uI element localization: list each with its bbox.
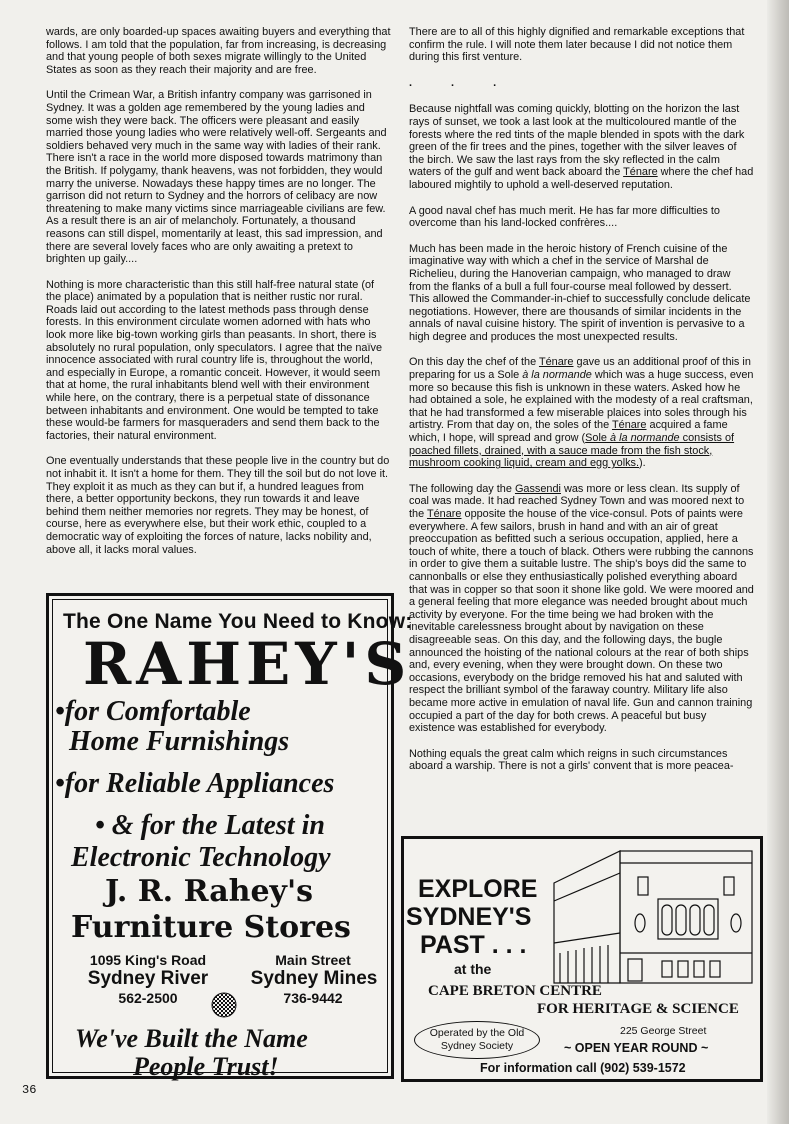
brand-name: RAHEY'S: [83, 630, 412, 698]
ad-headline: SYDNEY'S: [406, 903, 532, 931]
ship-name: Ténare: [426, 508, 462, 520]
ad-bullet: •for Reliable Appliances: [55, 768, 335, 799]
store-phone: 562-2500: [118, 990, 178, 1006]
ad-bullet: Home Furnishings: [69, 726, 290, 757]
store-town: Sydney Mines: [250, 968, 378, 989]
text: On this day the chef of the: [409, 356, 539, 369]
paragraph: There are to all of this highly dignified and remarkable exceptions that confirm the rule. I will note them later because I did not notice them during this first venture.: [409, 26, 745, 64]
text: was more or less clean. Its supply of coal was made. It had reached Sydney Town and was moored next to the: [409, 482, 745, 520]
text: ).: [639, 457, 646, 470]
contact-phone: For information call (902) 539-1572: [480, 1061, 686, 1075]
paragraph: Much has been made in the heroic history of French cuisine of the imaginative way with which a chef in the service of Marshal de Richelieu, during the Hanoverian campaign, who managed to draw from the flanks of a bull a full four-course meal followed by dessert. This allowed the Commander-in-chief to successfully conclude delicate negotiations. However, there are thousands of similar incidents in the annals of naval cuisine history. The spirit of invention is pervasive to a high degree and produces the most unexpected results.: [409, 242, 751, 343]
paragraph: A good naval chef has much merit. He has far more difficulties to overcome than his land-locked confrères....: [409, 204, 720, 230]
paragraph: [409, 356, 754, 469]
ship-name: Ténare: [623, 166, 658, 179]
paragraph: Until the Crimean War, a British infantry company was garrisoned in Sydney. It was a golden age remembered by the young ladies and some wish they were back. The officers were pleasant and easily married those young ladies who were relatively well-off. Sergeants and soldiers behaved very much in the same way with ladies of their rank. There isn't a race in the world more disposed towards matrimony than the British. If polygamy, thank heavens, was not forbidden, they would marry the universe. Nowadays these happy times are no longer. The garrison did not return to Sydney and the horrors of celibacy are now threatening to make many victims since marriageable civilians are few. As a result there is an air of melancholy. Fortunately, a thousand reasons can still dispel, momentarily at least, this sad impression, and there are several lovely faces who are only awaiting a pretext to brighten up gaily....: [46, 89, 387, 266]
text: Because nightfall was coming quickly, blotting on the horizon the last rays of sunset, we took a last look at the multicoloured mantle of the forests where the red tints of the maple blended in spots with the dark green of the fir trees and the pines, together with the silver leaves of the birch. We saw the last rays from the sky reflected in the calm waters of the gulf and went back aboard the: [409, 103, 745, 179]
article-left-column: [46, 26, 392, 569]
store-phone: 736-9442: [283, 990, 343, 1006]
ad-text: at the: [454, 961, 492, 977]
paragraph: wards, are only boarded-up spaces awaiting buyers and everything that follows. I am told that the population, far from increasing, is decreasing and that young people of both sexes migrate willingly to the United States as soon as they reach their majority and are free.: [46, 26, 391, 76]
opening-hours: ~ OPEN YEAR ROUND ~: [564, 1041, 709, 1055]
centre-name: CAPE BRETON CENTRE: [428, 983, 602, 999]
company-name: J. R. Rahey's: [105, 874, 314, 909]
page-number: 36: [22, 1083, 37, 1097]
ad-slogan: People Trust!: [133, 1052, 279, 1081]
text: gave us an additional proof of this in preparing for us a Sole: [409, 356, 751, 382]
paragraph: One eventually understands that these people live in the country but do not inhabit it. It isn't a home for them. They till the soil but do not love it. They exploit it as much as they can but if, a hundred leagues from there, a better opportunity beckons, they run towards it and leave behind them neither memories nor regrets. They may be honest, of course, here as everywhere else, but their work ethic, coupled to a democratic way of exploiting the forces of nature, lacks nobility and, above all, it lacks moral values.: [46, 455, 390, 556]
article-right-column: [409, 26, 754, 786]
ad-slogan: We've Built the Name: [75, 1024, 308, 1053]
scan-edge-shadow: [767, 0, 789, 1124]
heritage-centre-advertisement: [401, 836, 763, 1082]
text: where the chef had laboured mightily to uphold a well-deserved reputation.: [409, 166, 754, 191]
heritage-building-illustration-icon: [550, 843, 756, 991]
paragraph: Nothing equals the great calm which reigns in such circumstances aboard a warship. There is not a girls' convent that is more peacea-: [409, 747, 734, 773]
ad-headline: The One Name You Need to Know:: [63, 610, 413, 633]
ship-name: Gassendi: [514, 482, 561, 495]
ad-bullet: • & for the Latest in: [95, 810, 325, 841]
text: Sole: [585, 432, 610, 445]
ad-bullet: Electronic Technology: [71, 842, 331, 873]
paragraph: [409, 103, 754, 191]
text: which was a huge success, even more so because this fish is unknown in these waters. Asked how he had obtained a sole, he explained with the modesty of a real craftsman, that he had transformed a few miserable plaices into soles through his artistry. From that day on, the soles of the: [409, 369, 754, 432]
text: acquired a fame which, I hope, will spread and grow (: [409, 419, 728, 445]
store-town: Sydney River: [87, 968, 209, 989]
ship-name: Ténare: [611, 419, 647, 432]
text: The following day the: [409, 482, 515, 495]
ad-bullet: •for Comfortable: [55, 696, 251, 727]
section-break-dots: . . .: [409, 76, 515, 89]
centre-name: FOR HERITAGE & SCIENCE: [537, 1001, 739, 1017]
centre-address: 225 George Street: [620, 1025, 707, 1037]
store-street: 1095 King's Road: [89, 952, 207, 968]
raheys-advertisement: [46, 593, 413, 1081]
store-street: Main Street: [275, 952, 351, 968]
paragraph: Nothing is more characteristic than this still half-free natural state (of the place) animated by a population that is neither rustic nor rural. Roads laid out according to the latest methods pass through dense forests. In this environment circulate women adorned with hats who look more like big-town working girls than peasants. In short, there is absolutely no rural population, only speculators. I agree that the naïve innocence associated with rural country life is, throughout the world, and especially in Europe, a romantic conceit. However, it would seem that at home, the rural inhabitants blend well with their environment while here, on the contrary, there is a perpetual state of dissonance between inhabitants and environment. One would be tempted to take these would-be farmers for masqueraders and send them back to the factories, their natural environment.: [46, 278, 383, 442]
ship-name: Ténare: [538, 356, 574, 369]
ad-inner-border: [52, 599, 413, 1081]
text: consists of poached fillets, drained, with a sauce made from the fish stock, mushroom cooking liquid, cream and egg yolks.: [409, 432, 735, 470]
ad-headline: EXPLORE: [418, 875, 538, 903]
company-name: Furniture Stores: [71, 910, 351, 945]
dish-name: à la normande: [609, 432, 680, 445]
text: opposite the house of the vice-consul. Pots of paints were everywhere. A few sailors, brush in hand and with an air of great preoccupation as befitted such a serious occupation, applied, here a touch of white, there a touch of black. Others were rubbing the cannons in order to give them a suitable lustre. The ship's boys did the same to cannonballs or else they enthusiastically polished everything aboard that was in copper so that soon it shone like gold. We were moored and a general feeling that more elegance was needed brought about much activity by everyone. For the time being we had broken with the inevitable carelessness brought about by navigation on these disagreeable seas. On this day, and the following days, the bugle announced the hoisting of the national colours at the rear of both ships and, every evening, when they were brought down. On these two occasions, everybody on the bridge removed his hat and saluted with respect the brilliant symbol of the faraway country. Military life also became more active in emulation of naval life. Gun and cannon training occupied a part of the day for both crews. A peaceful but busy existence was established for everybody.: [409, 508, 754, 735]
dish-name: à la normande: [522, 369, 592, 382]
ad-headline: PAST . . .: [420, 931, 527, 959]
paragraph: [409, 483, 754, 735]
checkered-ball-logo-icon: [211, 992, 237, 1018]
operator-oval-badge: Operated by the Old Sydney Society: [414, 1021, 540, 1059]
